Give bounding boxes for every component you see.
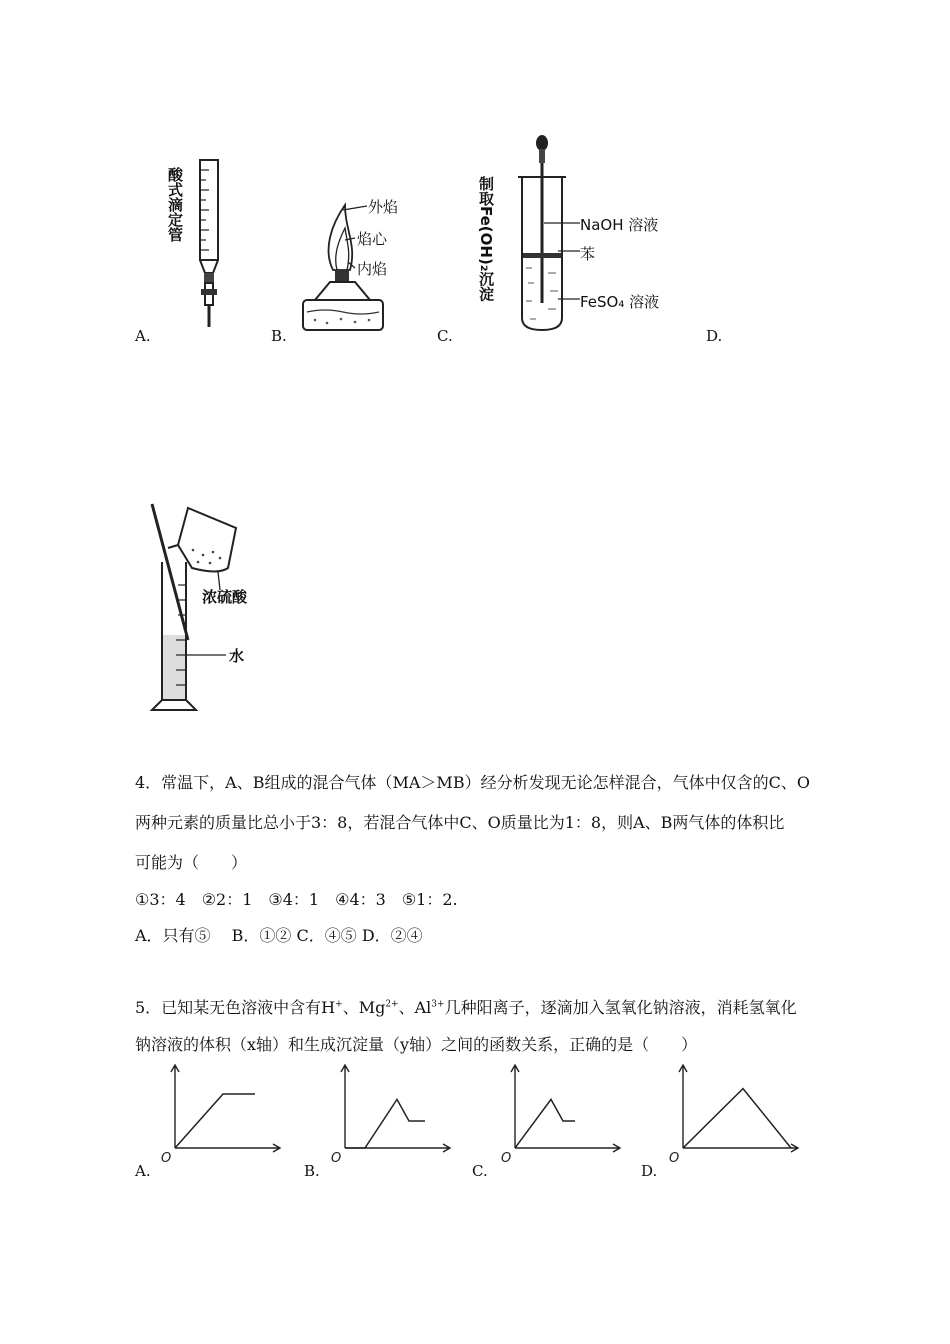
graph-c-option: C.	[472, 1162, 488, 1180]
q5-graph-b	[325, 1060, 455, 1165]
graph-curve	[683, 1089, 791, 1148]
q5-text-a: 5．已知某无色溶液中含有H	[135, 998, 336, 1017]
h-charge: +	[335, 999, 343, 1010]
naoh-label: NaOH 溶液	[580, 216, 659, 234]
graph-axes	[341, 1065, 450, 1152]
option-a-label: A.	[135, 327, 151, 345]
graph-axes	[679, 1065, 798, 1152]
q5-line2: 钠溶液的体积（x轴）和生成沉淀量（y轴）之间的函数关系，正确的是（ ）	[135, 1035, 698, 1054]
q5-text-c: 、Al	[398, 998, 432, 1017]
benzene-label: 苯	[580, 245, 596, 263]
graph-axes	[171, 1065, 280, 1152]
option-d-label: D.	[706, 327, 723, 345]
graph-b-option: B.	[304, 1162, 320, 1180]
graph-axes	[511, 1065, 620, 1152]
flame-inner-label: 内焰	[357, 260, 388, 278]
q5-text-b: 、Mg	[342, 998, 386, 1017]
figure-burette	[165, 155, 245, 335]
q5-graph-a	[155, 1060, 285, 1165]
q4-line2: 两种元素的质量比总小于3：8，若混合气体中C、O质量比为1：8，则A、B两气体的体积比	[135, 813, 785, 832]
q5-graph-d	[663, 1060, 803, 1165]
mg-charge: 2+	[385, 999, 399, 1010]
graph-origin-label: O	[669, 1151, 680, 1165]
q5-text-d: 几种阳离子，逐滴加入氢氧化钠溶液，消耗氢氧化	[444, 998, 797, 1017]
graph-d-svg	[663, 1060, 803, 1165]
water-label: 水	[229, 647, 245, 665]
q4-choices: ①3：4 ②2：1 ③4：1 ④4：3 ⑤1：2.	[135, 890, 458, 909]
graph-origin-label: O	[161, 1151, 172, 1165]
graph-c-svg	[495, 1060, 625, 1165]
dilution-drawing	[148, 500, 248, 715]
q5-graph-c	[495, 1060, 625, 1165]
graph-origin-label: O	[501, 1151, 512, 1165]
burette-label: 酸式滴定管	[166, 167, 184, 242]
q4-line1: 4．常温下，A、B组成的混合气体（MA＞MB）经分析发现无论怎样混合，气体中仅含的C、O	[135, 773, 810, 792]
q5-line1	[135, 995, 797, 1018]
q4-answers: A．只有⑤ B．①② C．④⑤ D．②④	[135, 926, 423, 945]
graph-b-svg	[325, 1060, 455, 1165]
graph-curve	[515, 1099, 575, 1148]
graph-curve	[345, 1099, 425, 1148]
feoh2-title: 制取Fe(OH)₂沉淀	[477, 176, 495, 302]
feso4-label: FeSO₄ 溶液	[580, 293, 660, 311]
option-b-label: B.	[271, 327, 287, 345]
option-c-label: C.	[437, 327, 453, 345]
figure-dilution	[148, 500, 248, 715]
graph-a-option: A.	[135, 1162, 151, 1180]
graph-curve	[175, 1094, 255, 1148]
al-charge: 3+	[431, 999, 445, 1010]
graph-d-option: D.	[641, 1162, 658, 1180]
q4-line3: 可能为（ ）	[135, 853, 248, 872]
graph-a-svg	[155, 1060, 285, 1165]
acid-label: 浓硫酸	[202, 588, 248, 606]
flame-core-label: 焰心	[357, 230, 388, 248]
graph-origin-label: O	[331, 1151, 342, 1165]
flame-outer-label: 外焰	[368, 198, 399, 216]
